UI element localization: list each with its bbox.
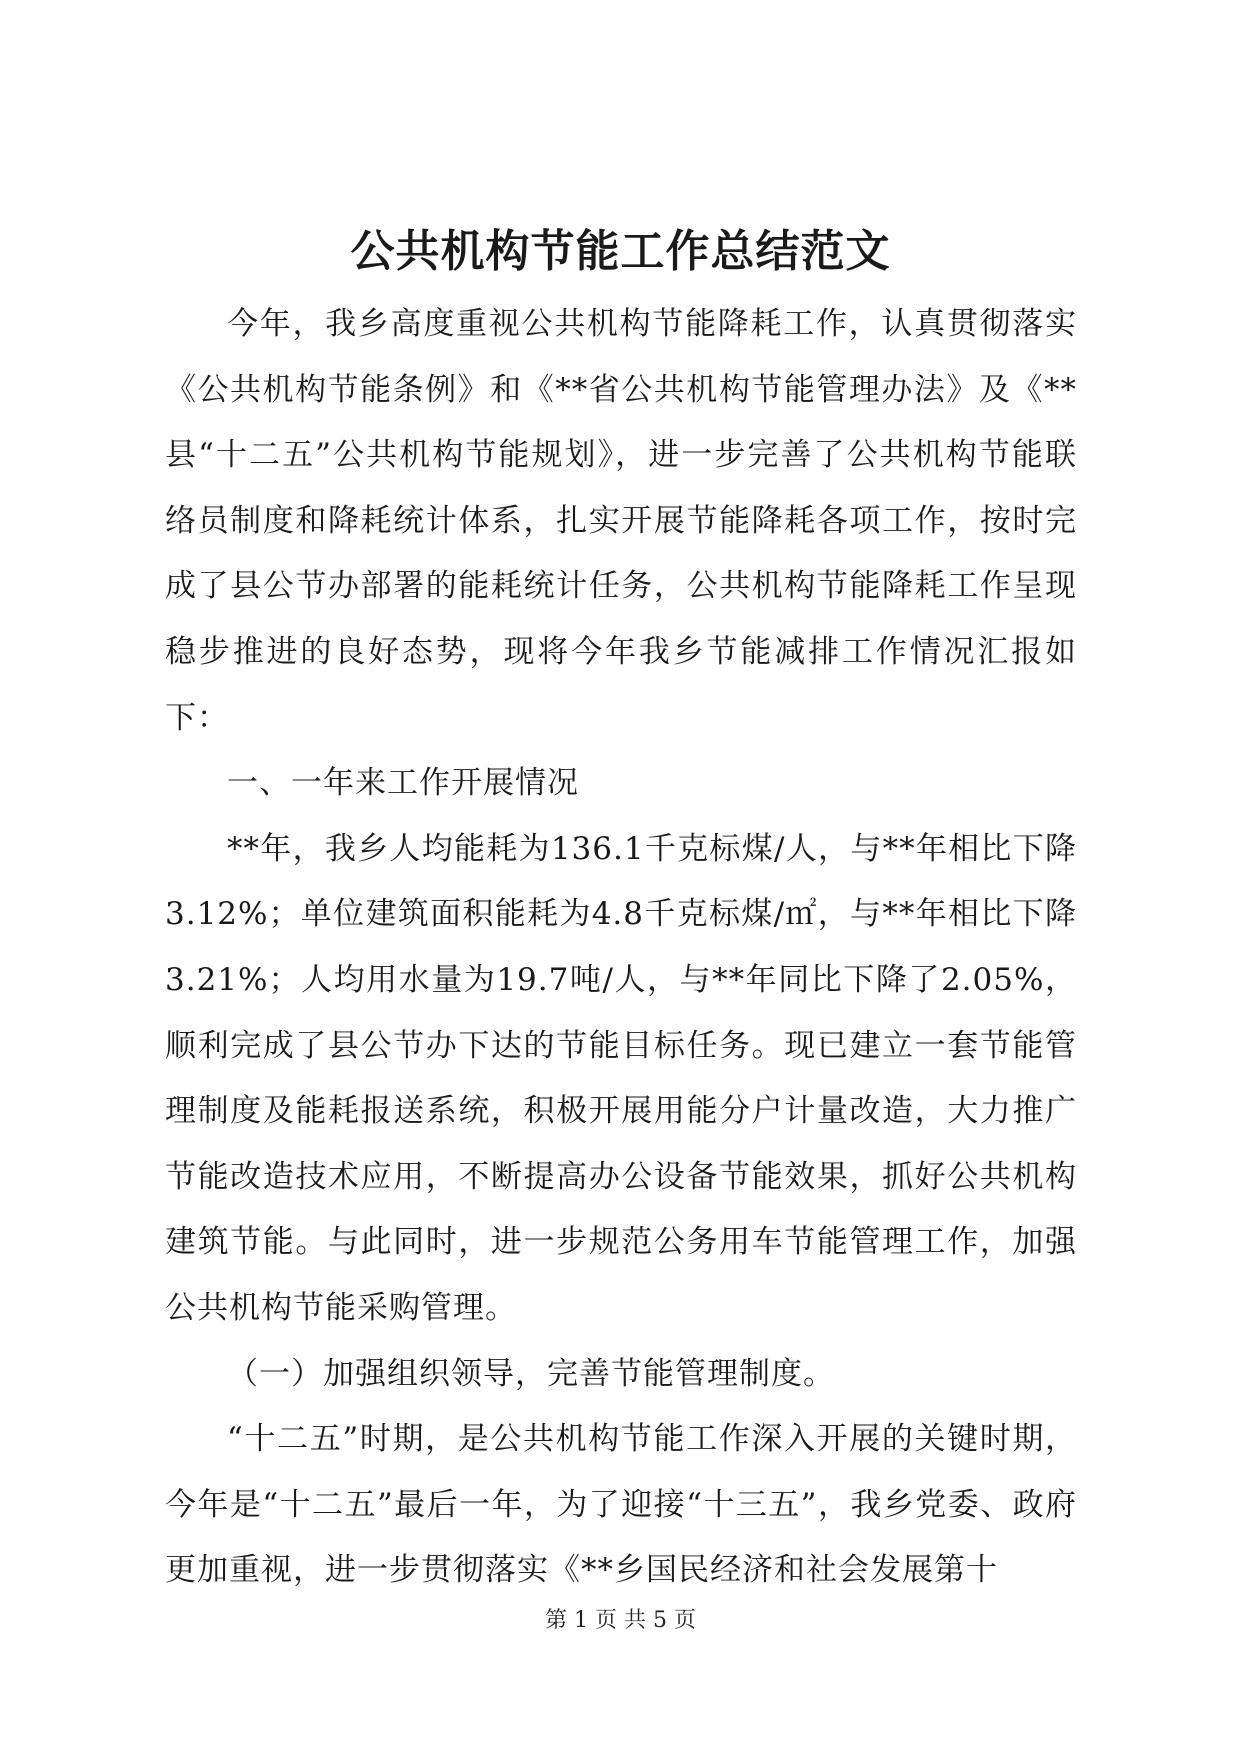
document-body [165, 292, 1077, 1604]
document-title: 公共机构节能工作总结范文 [350, 226, 891, 277]
subsection-heading-1: （一）加强组织领导，完善节能管理制度。 [227, 1355, 835, 1392]
paragraph-intro: 今年，我乡高度重视公共机构节能降耗工作，认真贯彻落实《公共机构节能条例》和《**省公共机构节能管理办法》及《**县“十二五”公共机构节能规划》，进一步完善了公共机构节能联络员制度和降耗统计体系，扎实开展节能降耗各项工作，按时完成了县公节办部署的能耗统计任务，公共机构节能降耗工作呈现稳步推进的良好态势，现将今年我乡节能减排工作情况汇报如下： [165, 306, 1077, 736]
paragraph-twelfth-five-year: “十二五”时期，是公共机构节能工作深入开展的关键时期，今年是“十二五”最后一年，为了迎接“十三五”，我乡党委、政府更加重视，进一步贯彻落实《**乡国民经济和社会发展第十 [165, 1421, 1077, 1589]
section-heading-1: 一、一年来工作开展情况 [227, 765, 579, 802]
paragraph-statistics: **年，我乡人均能耗为136.1千克标煤/人，与**年相比下降3.12%；单位建筑面积能耗为4.8千克标煤/㎡，与**年相比下降3.21%；人均用水量为19.7吨/人，与**年同比下降了2.05%，顺利完成了县公节办下达的节能目标任务。现已建立一套节能管理制度及能耗报送系统，积极开展用能分户计量改造，大力推广节能改造技术应用，不断提高办公设备节能效果，抓好公共机构建筑节能。与此同时，进一步规范公务用车节能管理工作，加强公共机构节能采购管理。 [165, 830, 1077, 1326]
page-number-footer: 第 1 页 共 5 页 [545, 1608, 696, 1633]
